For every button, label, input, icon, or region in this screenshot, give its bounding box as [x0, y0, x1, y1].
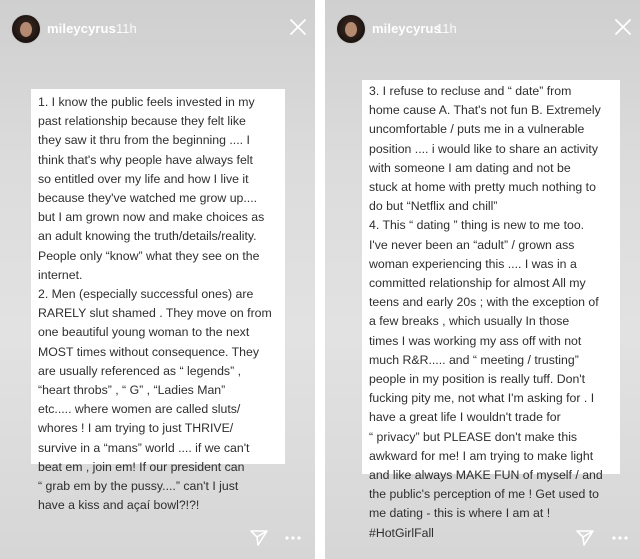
story-text-card: [31, 89, 285, 513]
avatar[interactable]: [336, 14, 366, 44]
story-footer: [325, 519, 640, 559]
story-text-card: [362, 80, 620, 540]
story-panel-right[interactable]: [325, 0, 640, 559]
story-header: [0, 0, 315, 58]
username[interactable]: mileycyrus: [372, 21, 441, 36]
close-icon[interactable]: [289, 18, 307, 36]
more-icon[interactable]: [283, 528, 303, 548]
post-time: 11h: [436, 21, 457, 36]
story-text: 3. I refuse to recluse and “ date” from home cause A. That's not fun B. Extremely uncomfortable / puts me in a vulnerable position .... i would like to share an activity with someone I am dating and not be stuck at home with pretty much nothing to do but “Netflix and chill” 4. This “ dating ” thing is new to me too. I've never been an “adult” / grown ass woman experiencing this .... I was in a committed relationship for almost All my teens and early 20s ; with the exception of a few breaks , which usually In those times I was working my ass off with not much R&R..... and “ meeting / trusting” people in my position is really tuff. Don't fucking pity me, not what I'm asking for . I have a great life I wouldn't trade for “ privacy” but PLEASE don't make this awkward for me! I am trying to make light and like always MAKE FUN of myself / and the public's perception of me ! Get used to me dating - this is where I am at ! #HotGirlFall: [369, 84, 603, 540]
story-header: [325, 0, 640, 58]
post-time: 11h: [116, 21, 137, 36]
send-icon[interactable]: [575, 528, 595, 548]
story-footer: [0, 519, 315, 559]
close-icon[interactable]: [614, 18, 632, 36]
story-panel-left[interactable]: [0, 0, 315, 559]
story-text: 1. I know the public feels invested in my past relationship because they felt like they saw it thru from the beginning .... I think that's why people have always felt so entitled over my life and how I live it because they've watched me grow up.... but I am grown now and make choices as an adult knowing the truth/details/reality. People only “know” what they see on the internet. 2. Men (especially successful ones) are RARELY slut shamed . They move on from one beautiful young woman to the next MOST times without consequence. They are usually referenced as “ legends” , “heart throbs” , “ G” , “Ladies Man” etc..... where women are called sluts/ whores ! I am trying to just THRIVE/ survive in a “mans” world .... if we can't beat em , join em! If our president can “ grab em by the pussy....” can't I just have a kiss and açaí bowl?!?!: [38, 95, 272, 513]
avatar[interactable]: [11, 14, 41, 44]
more-icon[interactable]: [610, 528, 630, 548]
username[interactable]: mileycyrus: [47, 21, 116, 36]
send-icon[interactable]: [249, 528, 269, 548]
